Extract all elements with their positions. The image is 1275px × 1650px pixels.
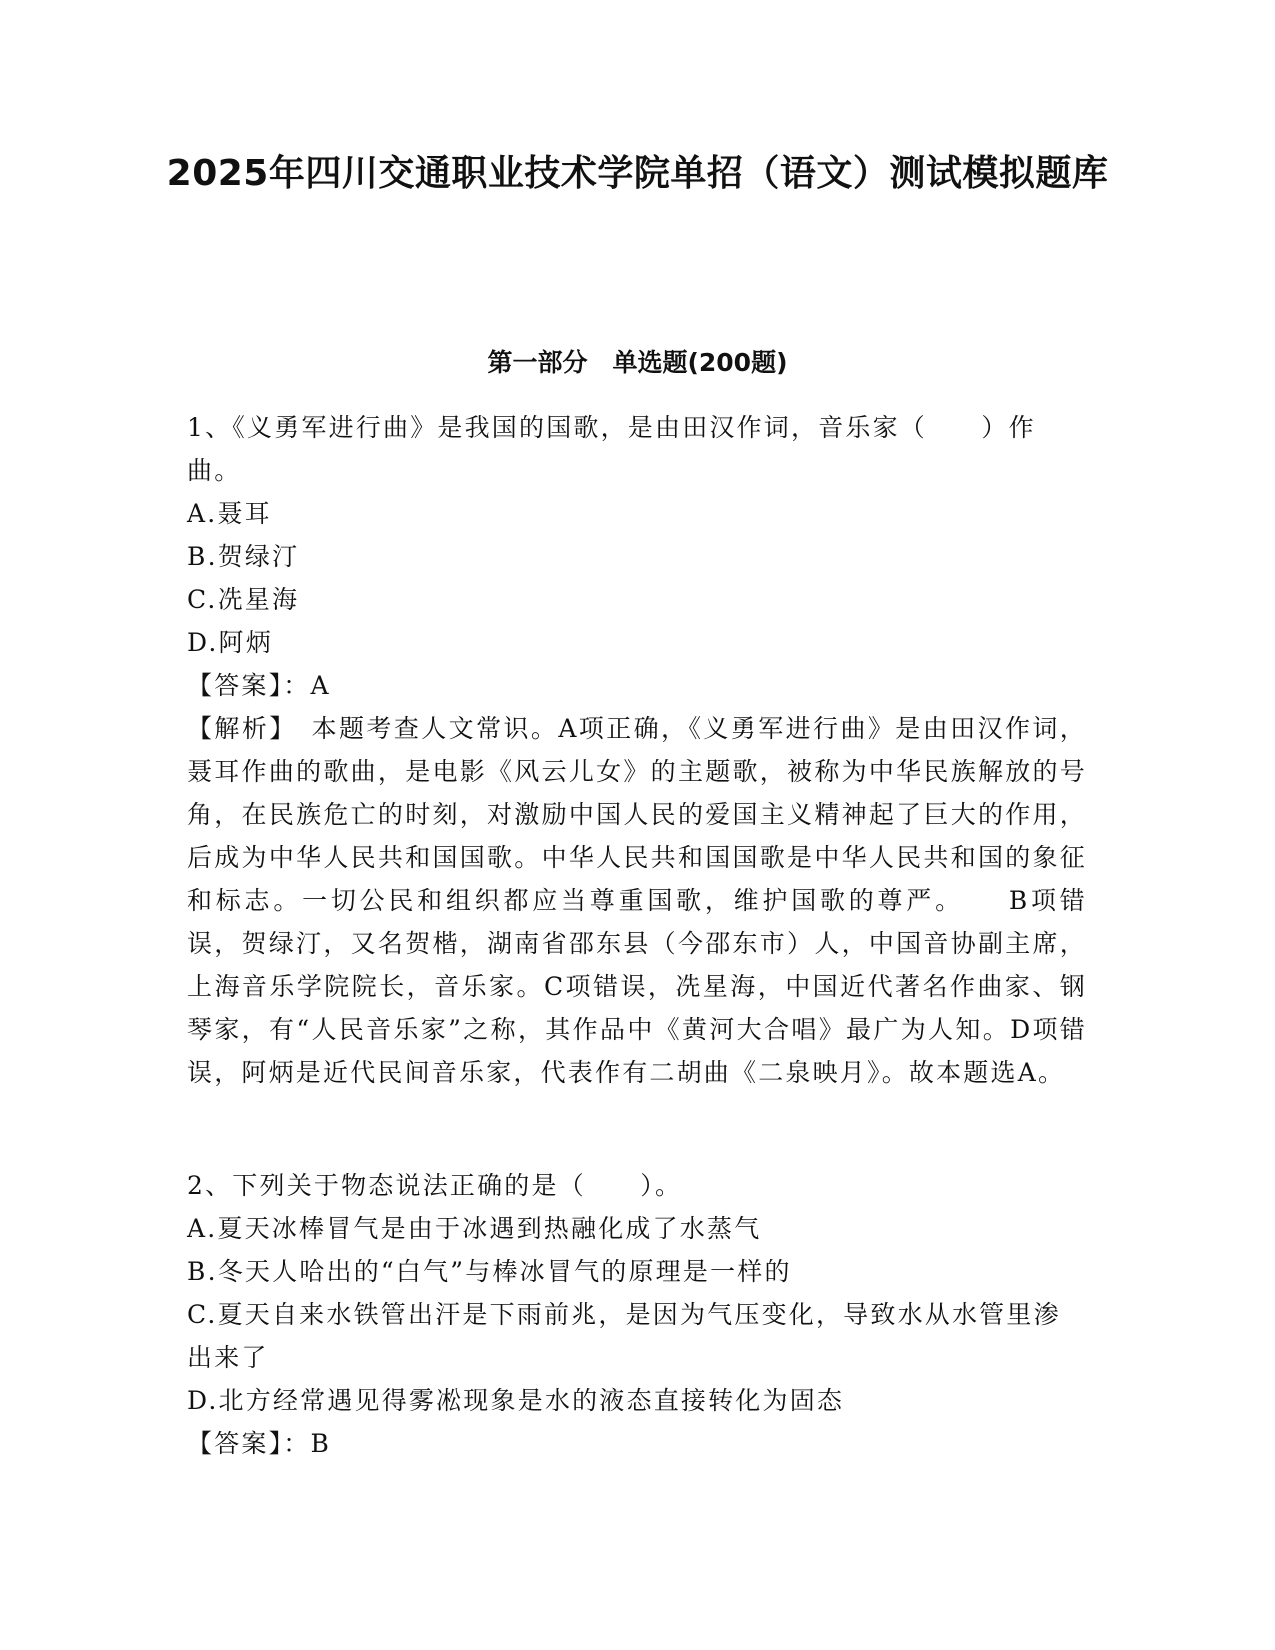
question-stem: 1、《义勇军进行曲》是我国的国歌，是由田汉作词，音乐家（ ）作曲。	[187, 413, 1036, 485]
question-block	[187, 406, 1087, 1094]
option-b: B.冬天人哈出的“白气”与棒冰冒气的原理是一样的	[187, 1257, 792, 1286]
option-c: C.夏天自来水铁管出汗是下雨前兆，是因为气压变化，导致水从水管里渗出来了	[187, 1300, 1061, 1372]
option-d: D.北方经常遇见得雾凇现象是水的液态直接转化为固态	[187, 1386, 845, 1415]
option-d: D.阿炳	[187, 628, 273, 657]
document-title: 2025年四川交通职业技术学院单招（语文）测试模拟题库	[166, 153, 1109, 194]
explanation-paragraph: 【解析】 本题考查人文常识。A项正确，《义勇军进行曲》是由田汉作词，聂耳作曲的歌曲，是电影《风云儿女》的主题歌，被称为中华民族解放的号角，在民族危亡的时刻，对激励中国人民的爱国主义精神起了巨大的作用，后成为中华人民共和国国歌。中华人民共和国国歌是中华人民共和国的象征和标志。一切公民和组织都应当尊重国歌，维护国歌的尊严。 B项错误，贺绿汀，又名贺楷，湖南省邵东县（今邵东市）人，中国音协副主席，上海音乐学院院长，音乐家。C项错误，冼星海，中国近代著名作曲家、钢琴家，有“人民音乐家”之称，其作品中《黄河大合唱》最广为人知。D项错误，阿炳是近代民间音乐家，代表作有二胡曲《二泉映月》。故本题选A。	[187, 714, 1087, 1087]
option-c: C.冼星海	[187, 585, 300, 614]
answer-line: 【答案】：A	[187, 671, 331, 700]
question-stem: 2、下列关于物态说法正确的是（ ）。	[187, 1171, 683, 1200]
section-heading: 第一部分 单选题(200题)	[487, 348, 788, 377]
option-a: A.夏天冰棒冒气是由于冰遇到热融化成了水蒸气	[187, 1214, 762, 1243]
question-block	[187, 1164, 1087, 1465]
answer-line: 【答案】：B	[187, 1429, 332, 1458]
option-b: B.贺绿汀	[187, 542, 300, 571]
option-a: A.聂耳	[187, 499, 272, 528]
